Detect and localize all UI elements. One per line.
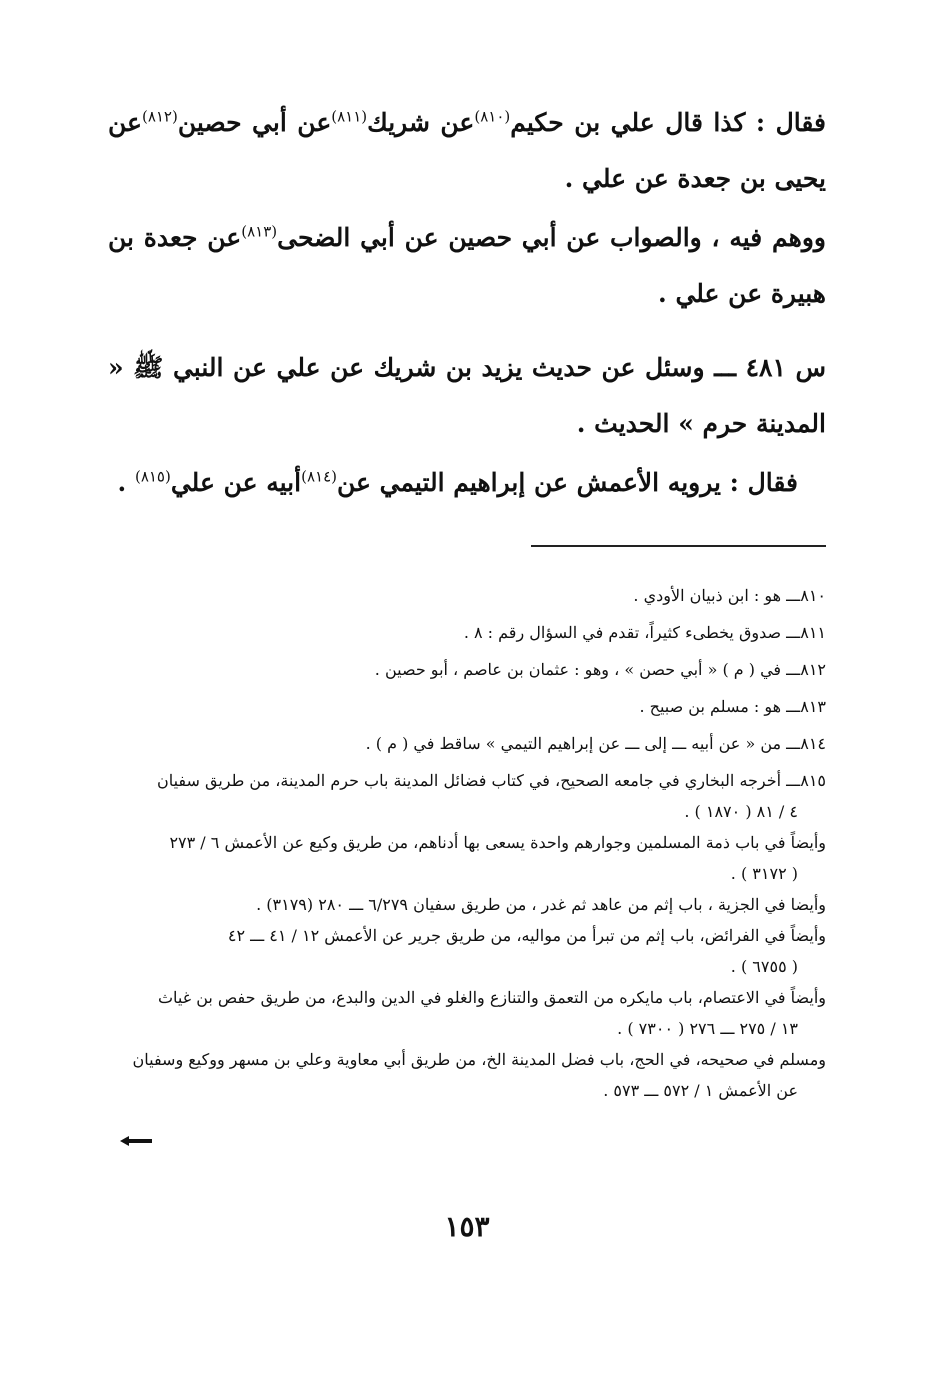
footnote-ref-813: (٨١٣)	[241, 222, 278, 241]
answer-text-c: .	[117, 468, 135, 497]
footnote-ref-810: (٨١٠)	[474, 107, 511, 126]
footnote-811: ٨١١ـــ صدوق يخطىء كثيراً، تقدم في السؤال رقم : ٨ .	[463, 623, 826, 642]
answer-paragraph	[108, 455, 798, 511]
footnote-ref-812: (٨١٢)	[141, 107, 178, 126]
footnote-815-line: ( ٦٧٥٥ ) .	[730, 957, 798, 976]
left-arrow-icon	[120, 1136, 152, 1146]
answer-text-a: فقال : يرويه الأعمش عن إبراهيم التيمي عن	[336, 468, 798, 497]
footnote-814: ٨١٤ـــ من « عن أبيه ـــ إلى ـــ عن إبراهيم التيمي » ساقط في ( م ) .	[365, 734, 826, 753]
footnote-815	[108, 765, 826, 1106]
paragraph-1	[108, 95, 826, 207]
question-481: س ٤٨١ ـــ وسئل عن حديث يزيد بن شريك عن علي عن النبي ﷺ « المدينة حرم » الحديث .	[108, 353, 826, 438]
footnote-ref-814: (٨١٤)	[301, 467, 337, 486]
footnotes	[108, 580, 826, 1106]
footnote-815-line: وأيضاً في الفرائض، باب إثم من تبرأ من مواليه، من طريق جرير عن الأعمش ١٢ / ٤١ ـــ ٤٢	[227, 926, 826, 945]
footnote-815-line: وأيضا في الجزية ، باب إثم من عاهد ثم غدر ، من طريق سفيان ٦/٢٧٩ ـــ ٢٨٠ (٣١٧٩) .	[256, 895, 826, 914]
footnote-815-line: وأيضاً في باب ذمة المسلمين وجوارهم واحدة يسعى بها أدناهم، من طريق وكيع عن الأعمش ٦ / ٢٧٣	[169, 833, 826, 852]
footnote-815-line: ١٣ / ٢٧٥ ـــ ٢٧٦ ( ٧٣٠٠ ) .	[617, 1019, 798, 1038]
footnote-815-line: وأيضاً في الاعتصام، باب مايكره من التعمق والتنازع والغلو في الدين والبدع، من طريق حفص بن غياث	[157, 988, 826, 1007]
paragraph-1-text-b: عن شريك	[367, 108, 475, 137]
answer-text-b: أبيه عن علي	[170, 468, 302, 497]
footnote-815-line: ومسلم في صحيحه، في الحج، باب فضل المدينة الخ، من طريق أبي معاوية وعلي بن مسهر ووكيع وسفيان	[132, 1050, 826, 1069]
footnote-812: ٨١٢ـــ في ( م ) « أبي حصن » ، وهو : عثمان بن عاصم ، أبو حصين .	[374, 660, 826, 679]
footnote-815-line: ٤ / ٨١ ( ١٨٧٠ ) .	[684, 802, 798, 821]
footnote-813: ٨١٣ـــ هو : مسلم بن صبيح .	[639, 697, 826, 716]
paragraph-2-text-a: ووهم فيه ، والصواب عن أبي حصين عن أبي الضحى	[277, 223, 826, 252]
paragraph-2	[108, 210, 826, 322]
footnote-815-line: ( ٣١٧٢ ) .	[730, 864, 798, 883]
paragraph-2-text-b: عن جعدة بن هبيرة عن علي .	[108, 223, 826, 308]
paragraph-1-text-d: عن يحيى بن جعدة عن علي .	[108, 108, 826, 193]
footnote-separator	[531, 545, 826, 547]
footnote-ref-811: (٨١١)	[331, 107, 368, 126]
document-page	[108, 0, 826, 1373]
paragraph-1-text-a: فقال : كذا قال علي بن حكيم	[510, 108, 827, 137]
footnote-810: ٨١٠ـــ هو : ابن ذبيان الأودي .	[633, 586, 826, 605]
paragraph-1-text-c: عن أبي حصين	[177, 108, 332, 137]
page-number: ١٥٣	[444, 1210, 490, 1243]
footnote-ref-815: (٨١٥)	[134, 467, 171, 486]
footnote-815-line: عن الأعمش ١ / ٥٧٢ ـــ ٥٧٣ .	[603, 1081, 798, 1100]
footnote-815-line: ٨١٥ـــ أخرجه البخاري في جامعه الصحيح، في كتاب فضائل المدينة باب حرم المدينة، من طريق سفيان	[156, 771, 826, 790]
